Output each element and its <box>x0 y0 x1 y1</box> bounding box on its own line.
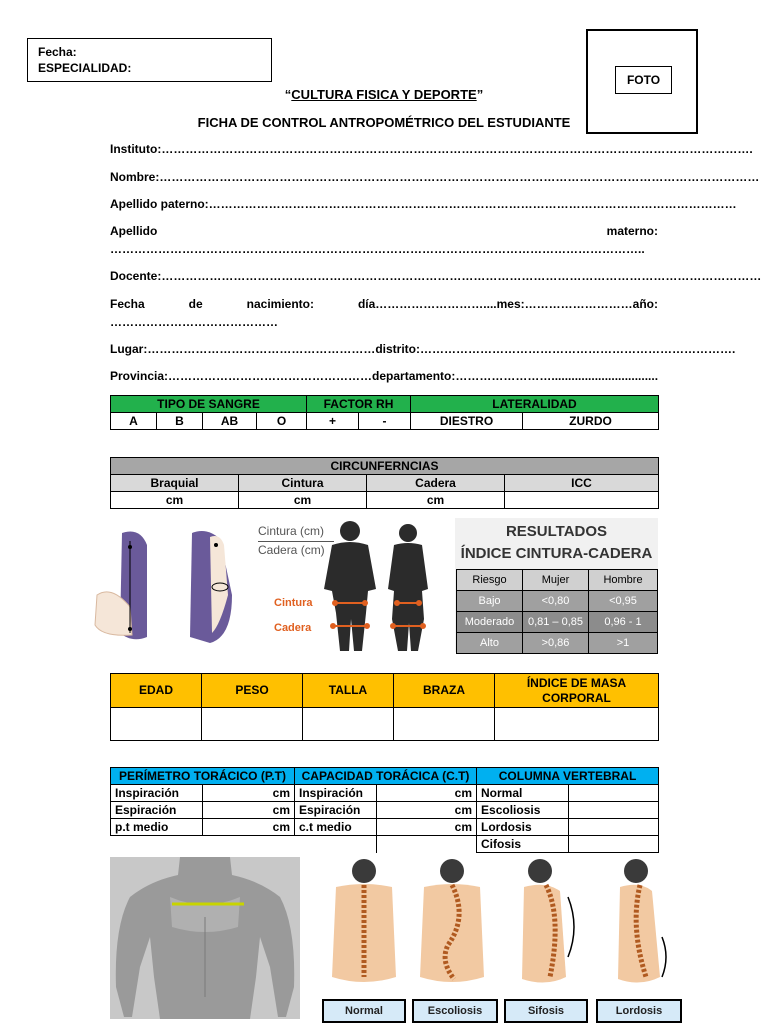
measures-table <box>110 673 659 741</box>
blood-ab-cell[interactable]: AB <box>203 413 257 430</box>
result-cell: 0,96 - 1 <box>589 612 658 633</box>
blood-b-cell[interactable]: B <box>157 413 203 430</box>
imc-value[interactable] <box>495 708 659 741</box>
fecha-nac-word-2: de <box>188 297 203 311</box>
body-cadera-label: Cadera <box>274 622 312 634</box>
capacidad-toracica-header: CAPACIDAD TORÁCICA (C.T) <box>295 768 477 785</box>
circumference-title: CIRCUNFERNCIAS <box>111 458 659 475</box>
talla-header: TALLA <box>303 674 394 708</box>
thorax-row-label: Espiración <box>111 802 203 819</box>
cadera-value[interactable]: cm <box>367 492 505 509</box>
icc-header: ICC <box>505 475 659 492</box>
spine-types-illustration <box>322 857 680 999</box>
result-cell: 0,81 – 0,85 <box>523 612 589 633</box>
edad-value[interactable] <box>111 708 202 741</box>
body-silhouettes-illustration <box>318 519 436 651</box>
empty-cell <box>377 836 477 853</box>
fecha-nac-word-3: nacimiento: <box>246 297 314 311</box>
title-close-quote: ” <box>476 87 484 102</box>
page-subtitle: FICHA DE CONTROL ANTROPOMÉTRICO DEL ESTUDIANTE <box>197 115 571 130</box>
arm-measure-illustration <box>92 525 242 647</box>
docente-field[interactable]: Docente:…………………………………………………………………………………………………………………………………… <box>110 269 762 283</box>
fecha-nac-word-1: Fecha <box>110 297 145 311</box>
thorax-value-cell[interactable]: cm <box>203 802 295 819</box>
spine-value-cell[interactable] <box>569 785 659 802</box>
braquial-value[interactable]: cm <box>111 492 239 509</box>
thorax-row-label: Inspiración <box>111 785 203 802</box>
spine-sifosis-label: Sifosis <box>504 999 588 1023</box>
riesgo-header: Riesgo <box>457 570 523 591</box>
thorax-value-cell[interactable]: cm <box>377 802 477 819</box>
factor-rh-header: FACTOR RH <box>307 396 411 413</box>
spine-row-label: Lordosis <box>477 819 569 836</box>
page-title <box>0 87 768 102</box>
result-cell: >1 <box>589 633 658 654</box>
braquial-header: Braquial <box>111 475 239 492</box>
imc-header: ÍNDICE DE MASA CORPORAL <box>495 674 659 708</box>
diestro-cell[interactable]: DIESTRO <box>411 413 523 430</box>
talla-value[interactable] <box>303 708 394 741</box>
spine-lordosis-label: Lordosis <box>596 999 682 1023</box>
waist-label-2: Cadera (cm) <box>258 543 325 557</box>
thorax-value-cell[interactable]: cm <box>377 819 477 836</box>
blood-o-cell[interactable]: O <box>257 413 307 430</box>
result-cell: >0,86 <box>523 633 589 654</box>
spine-escoliosis-label: Escoliosis <box>412 999 498 1023</box>
thorax-row-label: c.t medio <box>295 819 377 836</box>
spine-row-label: Normal <box>477 785 569 802</box>
date-specialty-box <box>27 38 272 82</box>
empty-cell <box>295 836 377 853</box>
body-cintura-label: Cintura <box>274 597 313 609</box>
spine-row-label: Cifosis <box>477 836 569 853</box>
spine-value-cell[interactable] <box>569 802 659 819</box>
thorax-value-cell[interactable]: cm <box>377 785 477 802</box>
fecha-nac-word-4: día………………………....mes:………………………año: <box>357 297 658 311</box>
waist-hip-results-table <box>456 569 658 654</box>
cintura-value[interactable]: cm <box>239 492 367 509</box>
waist-label-1: Cintura (cm) <box>258 524 325 538</box>
instituto-field[interactable]: Instituto:…………………………………………………………………………………………………………………………………. <box>110 142 753 156</box>
thorax-value-cell[interactable]: cm <box>203 785 295 802</box>
result-cell: Bajo <box>457 591 523 612</box>
spine-value-cell[interactable] <box>569 819 659 836</box>
blood-a-cell[interactable]: A <box>111 413 157 430</box>
apellido-label: Apellido <box>110 224 158 238</box>
lateralidad-header: LATERALIDAD <box>411 396 659 413</box>
fecha-label: Fecha: <box>38 45 77 59</box>
fecha-nacimiento-field[interactable] <box>110 297 658 311</box>
result-cell: <0,95 <box>589 591 658 612</box>
braza-value[interactable] <box>394 708 495 741</box>
result-cell: Moderado <box>457 612 523 633</box>
result-cell: Alto <box>457 633 523 654</box>
tipo-sangre-header: TIPO DE SANGRE <box>111 396 307 413</box>
empty-cell <box>111 836 203 853</box>
provincia-departamento-field[interactable]: Provincia:……………………………………………departamento:……………………................................ <box>110 369 659 383</box>
materno-label: materno: <box>606 224 658 238</box>
spine-row-label: Escoliosis <box>477 802 569 819</box>
title-open-quote: “ <box>284 87 292 102</box>
title-text: CULTURA FISICA Y DEPORTE <box>291 87 477 102</box>
thorax-row-label: p.t medio <box>111 819 203 836</box>
spine-normal-label: Normal <box>322 999 406 1023</box>
mujer-header: Mujer <box>523 570 589 591</box>
lugar-distrito-field[interactable]: Lugar:…………………………………………………distrito:……………………………………………………………………. <box>110 342 736 356</box>
blood-type-table <box>110 395 659 430</box>
zurdo-cell[interactable]: ZURDO <box>523 413 659 430</box>
peso-header: PESO <box>202 674 303 708</box>
thorax-spine-table <box>110 767 659 853</box>
thorax-value-cell[interactable]: cm <box>203 819 295 836</box>
thorax-row-label: Inspiración <box>295 785 377 802</box>
spine-value-cell[interactable] <box>569 836 659 853</box>
results-subtitle: ÍNDICE CINTURA-CADERA <box>460 545 653 562</box>
nombre-field[interactable]: Nombre:…………………………………………………………………………………………………………………………………… <box>110 170 760 184</box>
icc-value[interactable] <box>505 492 659 509</box>
apellido-materno-field[interactable] <box>110 224 658 238</box>
thorax-row-label: Espiración <box>295 802 377 819</box>
apellido-paterno-field[interactable]: Apellido paterno:…………………………………………………………………………………………………………………… <box>110 197 737 211</box>
circumference-table <box>110 457 659 509</box>
hombre-header: Hombre <box>589 570 658 591</box>
results-title: RESULTADOS <box>505 523 608 540</box>
apellido-materno-dots: …………………………………………………………………………………………………………………….. <box>110 242 645 256</box>
result-cell: <0,80 <box>523 591 589 612</box>
rh-minus-cell[interactable]: - <box>359 413 411 430</box>
braza-header: BRAZA <box>394 674 495 708</box>
photo-label: FOTO <box>615 66 672 94</box>
rh-plus-cell[interactable]: + <box>307 413 359 430</box>
empty-cell <box>203 836 295 853</box>
cintura-header: Cintura <box>239 475 367 492</box>
perimetro-toracico-header: PERÍMETRO TORÁCICO (P.T) <box>111 768 295 785</box>
especialidad-label: ESPECIALIDAD: <box>38 61 132 75</box>
fecha-nacimiento-dots: …………………………………… <box>110 315 278 329</box>
edad-header: EDAD <box>111 674 202 708</box>
peso-value[interactable] <box>202 708 303 741</box>
torso-illustration <box>110 857 300 1019</box>
cadera-header: Cadera <box>367 475 505 492</box>
columna-vertebral-header: COLUMNA VERTEBRAL <box>477 768 659 785</box>
